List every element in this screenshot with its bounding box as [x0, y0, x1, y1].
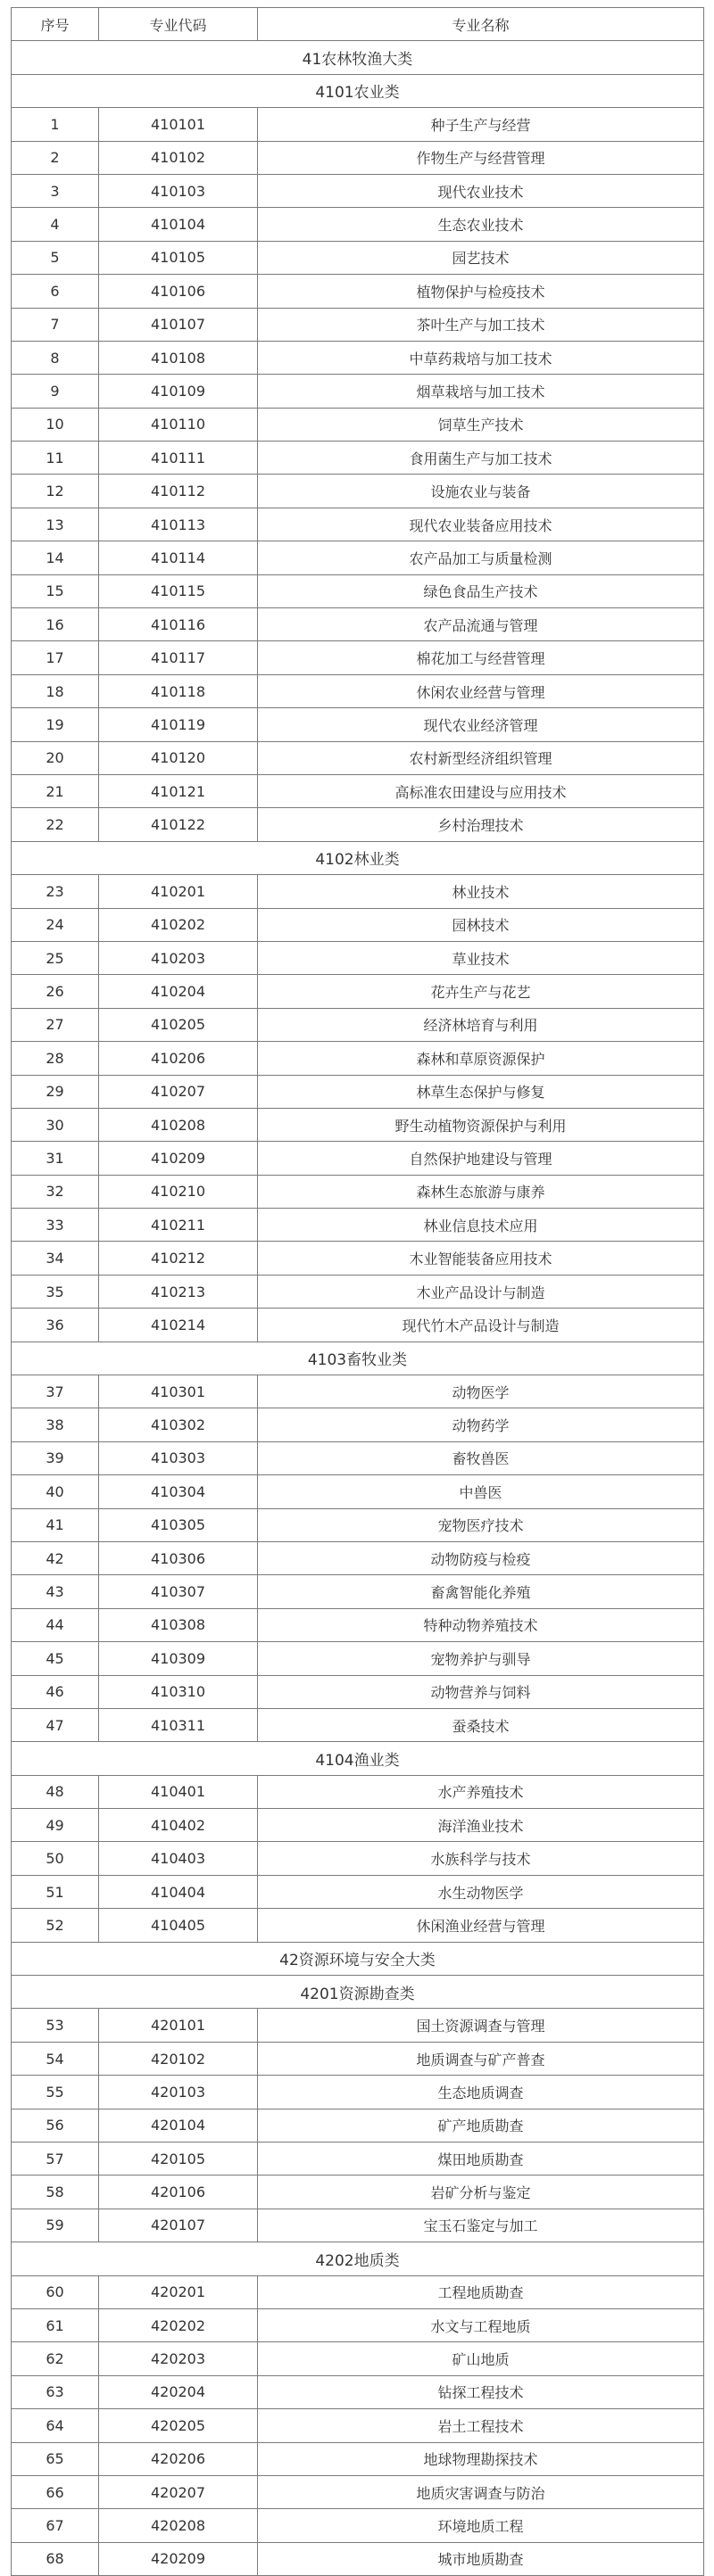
serial-no-cell: 7 — [12, 308, 99, 341]
serial-no-cell: 33 — [12, 1209, 99, 1242]
table-row — [12, 574, 704, 607]
table-row — [12, 208, 704, 241]
major-code-cell: 420202 — [99, 2308, 258, 2341]
serial-no-cell: 40 — [12, 1475, 99, 1508]
major-name-cell: 休闲农业经营与管理 — [258, 674, 704, 707]
serial-no-cell: 65 — [12, 2442, 99, 2475]
major-name-cell: 野生动植物资源保护与利用 — [258, 1108, 704, 1141]
major-code-cell: 420105 — [99, 2143, 258, 2176]
table-header — [12, 8, 704, 41]
table-row — [12, 2209, 704, 2242]
table-body — [12, 41, 704, 2576]
table-row — [12, 1575, 704, 1608]
serial-no-cell: 66 — [12, 2475, 99, 2508]
major-code-cell: 420104 — [99, 2109, 258, 2142]
table-row — [12, 174, 704, 207]
major-code-cell: 410304 — [99, 1475, 258, 1508]
major-code-cell: 420207 — [99, 2475, 258, 2508]
major-code-cell: 410210 — [99, 1175, 258, 1208]
serial-no-cell: 50 — [12, 1842, 99, 1875]
major-code-cell: 410307 — [99, 1575, 258, 1608]
major-code-cell: 410201 — [99, 875, 258, 908]
table-row — [12, 1708, 704, 1741]
major-name-cell: 水产养殖技术 — [258, 1775, 704, 1808]
serial-no-cell: 39 — [12, 1441, 99, 1474]
major-name-cell: 植物保护与检疫技术 — [258, 275, 704, 308]
serial-no-cell: 67 — [12, 2509, 99, 2542]
section-title: 4103畜牧业类 — [12, 1342, 704, 1375]
major-name-cell: 木业智能装备应用技术 — [258, 1242, 704, 1275]
table-row — [12, 1375, 704, 1408]
major-code-cell: 410114 — [99, 541, 258, 574]
serial-no-cell: 12 — [12, 475, 99, 508]
major-code-cell: 420107 — [99, 2209, 258, 2242]
major-name-cell: 岩矿分析与鉴定 — [258, 2176, 704, 2209]
major-name-cell: 经济林培育与利用 — [258, 1008, 704, 1041]
major-name-cell: 煤田地质勘查 — [258, 2143, 704, 2176]
table-row — [12, 674, 704, 707]
table-row — [12, 1541, 704, 1574]
section-row — [12, 1342, 704, 1375]
table-row — [12, 1441, 704, 1474]
major-code-cell: 410202 — [99, 908, 258, 941]
major-code-cell: 410103 — [99, 174, 258, 207]
serial-no-cell: 8 — [12, 341, 99, 374]
table-row — [12, 1142, 704, 1175]
major-code-cell: 410211 — [99, 1209, 258, 1242]
serial-no-cell: 19 — [12, 708, 99, 741]
major-code-cell: 410110 — [99, 408, 258, 441]
serial-no-cell: 3 — [12, 174, 99, 207]
major-name-cell: 动物医学 — [258, 1375, 704, 1408]
major-catalog-table — [11, 7, 704, 2576]
table-row — [12, 408, 704, 441]
serial-no-cell: 31 — [12, 1142, 99, 1175]
serial-no-cell: 44 — [12, 1608, 99, 1641]
major-code-cell: 410102 — [99, 141, 258, 174]
major-code-cell: 410121 — [99, 774, 258, 807]
major-code-cell: 420204 — [99, 2375, 258, 2408]
table-row — [12, 608, 704, 641]
table-row — [12, 2442, 704, 2475]
major-code-cell: 410111 — [99, 442, 258, 475]
serial-no-cell: 14 — [12, 541, 99, 574]
serial-no-cell: 56 — [12, 2109, 99, 2142]
major-name-cell: 中草药栽培与加工技术 — [258, 341, 704, 374]
major-name-cell: 食用菌生产与加工技术 — [258, 442, 704, 475]
major-name-cell: 宠物医疗技术 — [258, 1508, 704, 1541]
major-code-cell: 410306 — [99, 1541, 258, 1574]
table-row — [12, 1008, 704, 1041]
major-name-cell: 水族科学与技术 — [258, 1842, 704, 1875]
major-code-cell: 420205 — [99, 2409, 258, 2442]
section-title: 41农林牧渔大类 — [12, 41, 704, 74]
serial-no-cell: 54 — [12, 2042, 99, 2075]
serial-no-cell: 21 — [12, 774, 99, 807]
section-title: 42资源环境与安全大类 — [12, 1942, 704, 1975]
major-name-cell: 花卉生产与花艺 — [258, 975, 704, 1008]
table-row — [12, 2042, 704, 2075]
table-row — [12, 2109, 704, 2142]
serial-no-cell: 38 — [12, 1408, 99, 1441]
major-name-cell: 森林和草原资源保护 — [258, 1042, 704, 1075]
major-code-cell: 410213 — [99, 1275, 258, 1308]
serial-no-cell: 48 — [12, 1775, 99, 1808]
major-name-cell: 动物防疫与检疫 — [258, 1541, 704, 1574]
major-name-cell: 现代农业技术 — [258, 174, 704, 207]
major-code-cell: 410302 — [99, 1408, 258, 1441]
major-name-cell: 生态地质调查 — [258, 2076, 704, 2109]
table-row — [12, 1108, 704, 1141]
major-name-cell: 工程地质勘查 — [258, 2275, 704, 2308]
section-title: 4202地质类 — [12, 2242, 704, 2275]
major-code-cell: 410118 — [99, 674, 258, 707]
major-code-cell: 410104 — [99, 208, 258, 241]
major-name-cell: 蚕桑技术 — [258, 1708, 704, 1741]
major-name-cell: 设施农业与装备 — [258, 475, 704, 508]
table-row — [12, 2375, 704, 2408]
serial-no-cell: 20 — [12, 741, 99, 774]
table-row — [12, 2308, 704, 2341]
major-code-cell: 410120 — [99, 741, 258, 774]
serial-no-cell: 58 — [12, 2176, 99, 2209]
major-name-cell: 特种动物养殖技术 — [258, 1608, 704, 1641]
major-code-cell: 410309 — [99, 1642, 258, 1675]
major-code-cell: 410209 — [99, 1142, 258, 1175]
table-row — [12, 241, 704, 274]
table-row — [12, 1642, 704, 1675]
table-row — [12, 1809, 704, 1842]
table-row — [12, 1508, 704, 1541]
header-serial-no: 序号 — [12, 8, 99, 41]
major-name-cell: 烟草栽培与加工技术 — [258, 375, 704, 408]
table-row — [12, 2076, 704, 2109]
table-row — [12, 1675, 704, 1708]
serial-no-cell: 62 — [12, 2342, 99, 2375]
major-name-cell: 饲草生产技术 — [258, 408, 704, 441]
major-code-cell: 410303 — [99, 1441, 258, 1474]
major-name-cell: 林草生态保护与修复 — [258, 1075, 704, 1108]
serial-no-cell: 52 — [12, 1909, 99, 1942]
serial-no-cell: 57 — [12, 2143, 99, 2176]
serial-no-cell: 25 — [12, 941, 99, 974]
table-row — [12, 741, 704, 774]
table-row — [12, 1408, 704, 1441]
serial-no-cell: 5 — [12, 241, 99, 274]
major-code-cell: 420206 — [99, 2442, 258, 2475]
serial-no-cell: 61 — [12, 2308, 99, 2341]
table-row — [12, 1175, 704, 1208]
table-row — [12, 541, 704, 574]
major-name-cell: 作物生产与经营管理 — [258, 141, 704, 174]
serial-no-cell: 30 — [12, 1108, 99, 1141]
major-name-cell: 绿色食品生产技术 — [258, 574, 704, 607]
major-code-cell: 410122 — [99, 808, 258, 841]
table-row — [12, 2009, 704, 2042]
major-name-cell: 矿山地质 — [258, 2342, 704, 2375]
serial-no-cell: 24 — [12, 908, 99, 941]
serial-no-cell: 64 — [12, 2409, 99, 2442]
major-code-cell: 410112 — [99, 475, 258, 508]
table-row — [12, 1775, 704, 1808]
table-row — [12, 875, 704, 908]
major-name-cell: 环境地质工程 — [258, 2509, 704, 2542]
major-name-cell: 林业技术 — [258, 875, 704, 908]
major-code-cell: 420208 — [99, 2509, 258, 2542]
major-code-cell: 410115 — [99, 574, 258, 607]
section-title: 4104渔业类 — [12, 1742, 704, 1775]
major-name-cell: 水生动物医学 — [258, 1875, 704, 1908]
major-name-cell: 自然保护地建设与管理 — [258, 1142, 704, 1175]
major-name-cell: 园林技术 — [258, 908, 704, 941]
major-name-cell: 高标准农田建设与应用技术 — [258, 774, 704, 807]
section-title: 4201资源勘查类 — [12, 1976, 704, 2009]
serial-no-cell: 55 — [12, 2076, 99, 2109]
serial-no-cell: 4 — [12, 208, 99, 241]
table-row — [12, 275, 704, 308]
major-code-cell: 410105 — [99, 241, 258, 274]
section-title: 4101农业类 — [12, 74, 704, 107]
table-row — [12, 2542, 704, 2575]
major-name-cell: 动物营养与饲料 — [258, 1675, 704, 1708]
major-code-cell: 410401 — [99, 1775, 258, 1808]
major-code-cell: 410207 — [99, 1075, 258, 1108]
major-name-cell: 草业技术 — [258, 941, 704, 974]
serial-no-cell: 15 — [12, 574, 99, 607]
serial-no-cell: 35 — [12, 1275, 99, 1308]
major-code-cell: 420209 — [99, 2542, 258, 2575]
major-code-cell: 410203 — [99, 941, 258, 974]
major-code-cell: 410101 — [99, 108, 258, 141]
serial-no-cell: 43 — [12, 1575, 99, 1608]
serial-no-cell: 6 — [12, 275, 99, 308]
table-row — [12, 975, 704, 1008]
serial-no-cell: 11 — [12, 442, 99, 475]
table-row — [12, 2509, 704, 2542]
major-name-cell: 宝玉石鉴定与加工 — [258, 2209, 704, 2242]
serial-no-cell: 34 — [12, 1242, 99, 1275]
serial-no-cell: 23 — [12, 875, 99, 908]
table-row — [12, 2475, 704, 2508]
major-name-cell: 农产品流通与管理 — [258, 608, 704, 641]
major-code-cell: 410405 — [99, 1909, 258, 1942]
serial-no-cell: 60 — [12, 2275, 99, 2308]
table-row — [12, 508, 704, 541]
table-row — [12, 1209, 704, 1242]
header-row — [12, 8, 704, 41]
major-code-cell: 410113 — [99, 508, 258, 541]
table-row — [12, 1275, 704, 1308]
major-code-cell: 420201 — [99, 2275, 258, 2308]
major-name-cell: 林业信息技术应用 — [258, 1209, 704, 1242]
table-row — [12, 2275, 704, 2308]
section-row — [12, 1742, 704, 1775]
serial-no-cell: 36 — [12, 1309, 99, 1342]
major-name-cell: 中兽医 — [258, 1475, 704, 1508]
major-name-cell: 动物药学 — [258, 1408, 704, 1441]
table-row — [12, 1608, 704, 1641]
major-code-cell: 410119 — [99, 708, 258, 741]
major-code-cell: 420203 — [99, 2342, 258, 2375]
table-row — [12, 2176, 704, 2209]
serial-no-cell: 13 — [12, 508, 99, 541]
section-title: 4102林业类 — [12, 841, 704, 874]
major-code-cell: 410204 — [99, 975, 258, 1008]
major-name-cell: 农村新型经济组织管理 — [258, 741, 704, 774]
serial-no-cell: 27 — [12, 1008, 99, 1041]
major-code-cell: 420106 — [99, 2176, 258, 2209]
major-name-cell: 矿产地质勘查 — [258, 2109, 704, 2142]
major-code-cell: 410116 — [99, 608, 258, 641]
table-row — [12, 2342, 704, 2375]
major-code-cell: 420103 — [99, 2076, 258, 2109]
major-name-cell: 棉花加工与经营管理 — [258, 641, 704, 674]
serial-no-cell: 1 — [12, 108, 99, 141]
table-row — [12, 908, 704, 941]
serial-no-cell: 47 — [12, 1708, 99, 1741]
table-row — [12, 1842, 704, 1875]
serial-no-cell: 16 — [12, 608, 99, 641]
serial-no-cell: 18 — [12, 674, 99, 707]
major-name-cell: 茶叶生产与加工技术 — [258, 308, 704, 341]
major-code-cell: 420102 — [99, 2042, 258, 2075]
major-name-cell: 种子生产与经营 — [258, 108, 704, 141]
table-row — [12, 808, 704, 841]
serial-no-cell: 41 — [12, 1508, 99, 1541]
major-name-cell: 海洋渔业技术 — [258, 1809, 704, 1842]
major-name-cell: 钻探工程技术 — [258, 2375, 704, 2408]
major-code-cell: 410206 — [99, 1042, 258, 1075]
major-name-cell: 城市地质勘查 — [258, 2542, 704, 2575]
major-code-cell: 410310 — [99, 1675, 258, 1708]
major-name-cell: 现代农业经济管理 — [258, 708, 704, 741]
serial-no-cell: 22 — [12, 808, 99, 841]
serial-no-cell: 26 — [12, 975, 99, 1008]
major-name-cell: 园艺技术 — [258, 241, 704, 274]
serial-no-cell: 17 — [12, 641, 99, 674]
serial-no-cell: 42 — [12, 1541, 99, 1574]
table-row — [12, 2409, 704, 2442]
major-name-cell: 森林生态旅游与康养 — [258, 1175, 704, 1208]
serial-no-cell: 10 — [12, 408, 99, 441]
major-name-cell: 畜禽智能化养殖 — [258, 1575, 704, 1608]
major-name-cell: 国土资源调查与管理 — [258, 2009, 704, 2042]
serial-no-cell: 9 — [12, 375, 99, 408]
major-name-cell: 地质调查与矿产普查 — [258, 2042, 704, 2075]
major-name-cell: 水文与工程地质 — [258, 2308, 704, 2341]
table-row — [12, 1475, 704, 1508]
table-row — [12, 1909, 704, 1942]
major-code-cell: 410109 — [99, 375, 258, 408]
major-name-cell: 木业产品设计与制造 — [258, 1275, 704, 1308]
table-row — [12, 108, 704, 141]
table-row — [12, 308, 704, 341]
major-name-cell: 畜牧兽医 — [258, 1441, 704, 1474]
table-row — [12, 1075, 704, 1108]
serial-no-cell: 68 — [12, 2542, 99, 2575]
serial-no-cell: 28 — [12, 1042, 99, 1075]
major-code-cell: 410106 — [99, 275, 258, 308]
header-major-code: 专业代码 — [99, 8, 258, 41]
major-code-cell: 420101 — [99, 2009, 258, 2042]
serial-no-cell: 53 — [12, 2009, 99, 2042]
table-row — [12, 1309, 704, 1342]
major-code-cell: 410117 — [99, 641, 258, 674]
table-row — [12, 708, 704, 741]
table-row — [12, 1242, 704, 1275]
major-name-cell: 乡村治理技术 — [258, 808, 704, 841]
major-code-cell: 410205 — [99, 1008, 258, 1041]
section-row — [12, 1942, 704, 1975]
serial-no-cell: 59 — [12, 2209, 99, 2242]
serial-no-cell: 51 — [12, 1875, 99, 1908]
major-code-cell: 410301 — [99, 1375, 258, 1408]
table-row — [12, 141, 704, 174]
table-row — [12, 774, 704, 807]
major-code-cell: 410107 — [99, 308, 258, 341]
major-code-cell: 410402 — [99, 1809, 258, 1842]
major-code-cell: 410404 — [99, 1875, 258, 1908]
table-row — [12, 641, 704, 674]
major-name-cell: 农产品加工与质量检测 — [258, 541, 704, 574]
table-row — [12, 2143, 704, 2176]
table-row — [12, 475, 704, 508]
serial-no-cell: 63 — [12, 2375, 99, 2408]
major-code-cell: 410214 — [99, 1309, 258, 1342]
section-row — [12, 841, 704, 874]
serial-no-cell: 2 — [12, 141, 99, 174]
table-row — [12, 375, 704, 408]
major-code-cell: 410305 — [99, 1508, 258, 1541]
serial-no-cell: 49 — [12, 1809, 99, 1842]
serial-no-cell: 37 — [12, 1375, 99, 1408]
major-name-cell: 宠物养护与驯导 — [258, 1642, 704, 1675]
table-row — [12, 442, 704, 475]
major-name-cell: 地球物理勘探技术 — [258, 2442, 704, 2475]
table-row — [12, 941, 704, 974]
major-code-cell: 410308 — [99, 1608, 258, 1641]
section-row — [12, 74, 704, 107]
serial-no-cell: 45 — [12, 1642, 99, 1675]
serial-no-cell: 29 — [12, 1075, 99, 1108]
section-row — [12, 41, 704, 74]
major-code-cell: 410108 — [99, 341, 258, 374]
major-name-cell: 现代竹木产品设计与制造 — [258, 1309, 704, 1342]
major-name-cell: 地质灾害调查与防治 — [258, 2475, 704, 2508]
major-name-cell: 岩土工程技术 — [258, 2409, 704, 2442]
major-name-cell: 生态农业技术 — [258, 208, 704, 241]
section-row — [12, 2242, 704, 2275]
table-row — [12, 1875, 704, 1908]
major-code-cell: 410212 — [99, 1242, 258, 1275]
serial-no-cell: 46 — [12, 1675, 99, 1708]
section-row — [12, 1976, 704, 2009]
table-row — [12, 341, 704, 374]
major-name-cell: 现代农业装备应用技术 — [258, 508, 704, 541]
major-code-cell: 410403 — [99, 1842, 258, 1875]
major-code-cell: 410311 — [99, 1708, 258, 1741]
major-code-cell: 410208 — [99, 1108, 258, 1141]
header-major-name: 专业名称 — [258, 8, 704, 41]
table-row — [12, 1042, 704, 1075]
serial-no-cell: 32 — [12, 1175, 99, 1208]
major-name-cell: 休闲渔业经营与管理 — [258, 1909, 704, 1942]
